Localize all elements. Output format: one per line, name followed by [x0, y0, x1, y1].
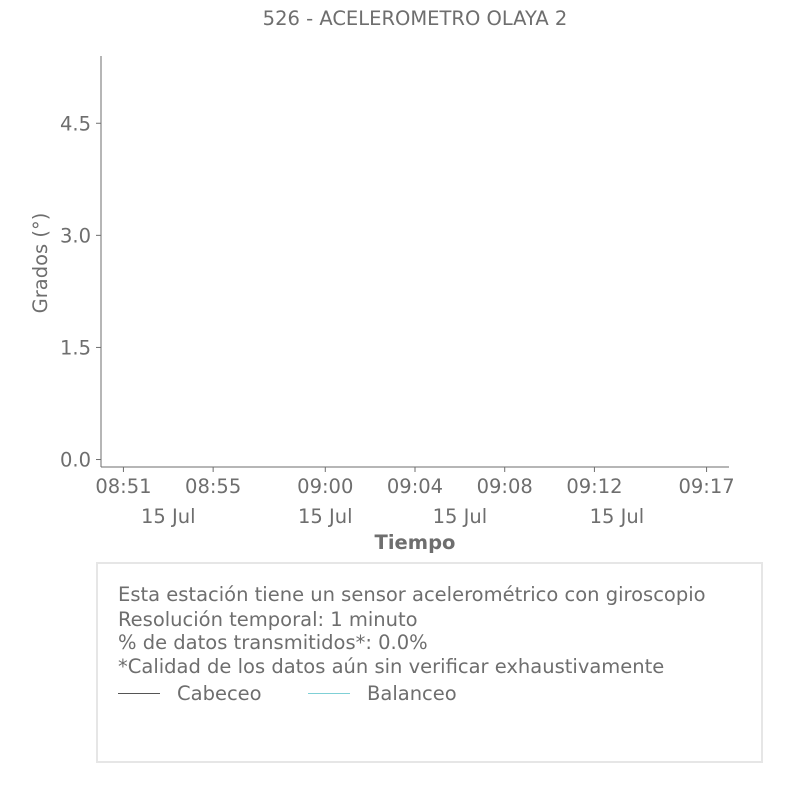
- info-time-resolution: Resolución temporal: 1 minuto: [118, 608, 418, 631]
- legend-label-cabeceo: Cabeceo: [177, 682, 262, 705]
- legend-label-balanceo: Balanceo: [367, 682, 457, 705]
- x-date-label: 15 Jul: [298, 505, 353, 528]
- x-tick-label: 08:51: [95, 475, 152, 498]
- x-tick-label: 09:04: [386, 475, 444, 498]
- chart-title: 526 - ACELEROMETRO OLAYA 2: [262, 7, 568, 30]
- legend-swatch-balanceo: [308, 693, 350, 694]
- info-data-transmitted: % de datos transmitidos*: 0.0%: [118, 631, 428, 654]
- x-axis-date-labels: [141, 505, 644, 528]
- y-tick-label: 4.5: [59, 112, 91, 136]
- x-tick-label: 09:08: [476, 475, 533, 498]
- info-sensor-description: Esta estación tiene un sensor acelerométrico con giroscopio: [118, 583, 706, 606]
- x-axis-ticks: [95, 467, 734, 498]
- y-tick-label: 3.0: [59, 224, 91, 248]
- legend-item-cabeceo: [118, 682, 262, 705]
- legend-item-balanceo: [308, 682, 457, 705]
- info-quality-note: *Calidad de los datos aún sin verificar exhaustivamente: [118, 655, 665, 678]
- x-tick-label: 09:12: [566, 475, 623, 498]
- info-box: [96, 562, 763, 763]
- legend-swatch-cabeceo: [118, 693, 160, 694]
- x-tick-label: 08:55: [185, 475, 242, 498]
- y-tick-label: 1.5: [59, 336, 91, 360]
- x-tick-label: 09:17: [678, 475, 735, 498]
- x-axis-label: Tiempo: [374, 531, 456, 554]
- x-date-label: 15 Jul: [432, 505, 488, 528]
- y-tick-label: 0.0: [59, 448, 91, 472]
- x-date-label: 15 Jul: [141, 505, 196, 528]
- y-axis-ticks: [60, 112, 101, 471]
- x-date-label: 15 Jul: [589, 505, 645, 528]
- x-tick-label: 09:00: [297, 475, 354, 498]
- y-axis-label: Grados (°): [29, 212, 52, 314]
